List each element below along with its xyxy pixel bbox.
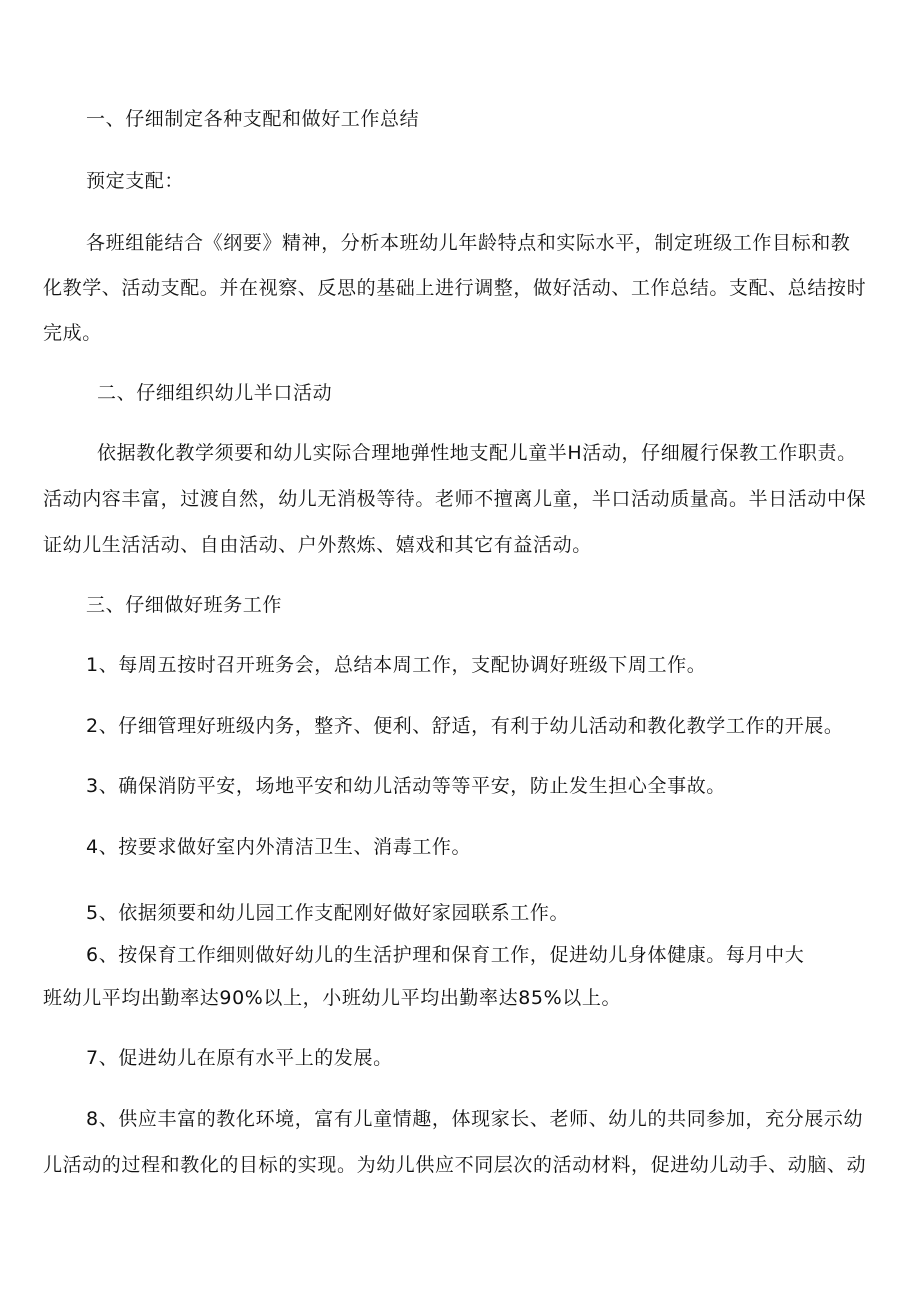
- list-item: 2、仔细管理好班级内务，整齐、便利、舒适，有利于幼儿活动和教化教学工作的开展。: [86, 715, 844, 737]
- list-item: 3、确保消防平安，场地平安和幼儿活动等等平安，防止发生担心全事故。: [86, 775, 726, 797]
- paragraph-line: 预定支配：: [86, 170, 185, 192]
- heading-3: 三、仔细做好班务工作: [86, 594, 283, 616]
- paragraph-line: 活动内容丰富，过渡自然，幼儿无消极等待。老师不擅离儿童，半口活动质量高。半日活动中保: [43, 488, 867, 510]
- list-item: 1、每周五按时召开班务会，总结本周工作，支配协调好班级下周工作。: [86, 654, 707, 676]
- paragraph-line: 各班组能结合《纲要》精神，分析本班幼儿年龄特点和实际水平，制定班级工作目标和教: [86, 232, 851, 254]
- list-item: 5、依据须要和幼儿园工作支配刚好做好家园联系工作。: [86, 902, 570, 924]
- heading-1: 一、仔细制定各种支配和做好工作总结: [86, 108, 420, 130]
- paragraph-line: 儿活动的过程和教化的目标的实现。为幼儿供应不同层次的活动材料，促进幼儿动手、动脑、动: [43, 1154, 867, 1176]
- paragraph-line: 化教学、活动支配。并在视察、反思的基础上进行调整，做好活动、工作总结。支配、总结按时: [43, 277, 867, 299]
- list-item: 4、按要求做好室内外清洁卫生、消毒工作。: [86, 836, 472, 858]
- paragraph-line: 证幼儿生活活动、自由活动、户外熬炼、嬉戏和其它有益活动。: [43, 534, 592, 556]
- paragraph-line: 班幼儿平均出勤率达90%以上，小班幼儿平均出勤率达85%以上。: [43, 987, 622, 1009]
- paragraph-line: 依据教化教学须要和幼儿实际合理地弹性地支配儿童半H活动，仔细履行保教工作职责。: [97, 442, 857, 464]
- heading-2: 二、仔细组织幼儿半口活动: [97, 382, 333, 404]
- list-item: 7、促进幼儿在原有水平上的发展。: [86, 1047, 393, 1069]
- list-item: 6、按保育工作细则做好幼儿的生活护理和保育工作，促进幼儿身体健康。每月中大: [86, 944, 805, 966]
- list-item: 8、供应丰富的教化环境，富有儿童情趣，体现家长、老师、幼儿的共同参加，充分展示幼: [86, 1108, 864, 1130]
- paragraph-line: 完成。: [43, 322, 102, 344]
